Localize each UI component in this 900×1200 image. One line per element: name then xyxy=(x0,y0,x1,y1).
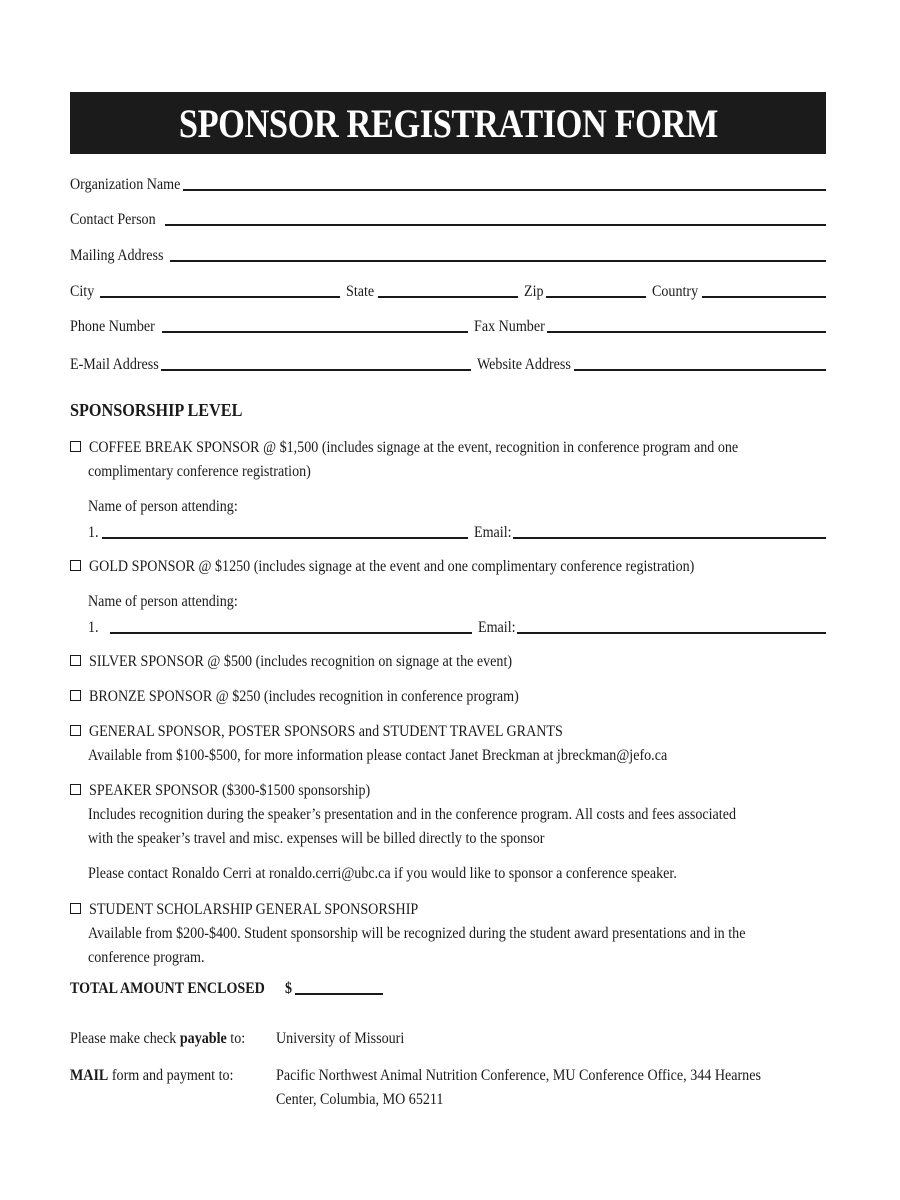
gold-email-label: Email: xyxy=(478,619,516,636)
fax-number-label: Fax Number xyxy=(474,318,546,335)
student-description-line1: Available from $200-$400. Student sponsorship will be recognized during the student award presentations and in the xyxy=(88,925,746,942)
mail-to-value-line2-row xyxy=(276,1088,466,1112)
gold-attending-label: Name of person attending: xyxy=(88,593,238,610)
silver-sponsor-option[interactable] xyxy=(70,650,830,674)
check-payable-label: Please make check payable to: xyxy=(70,1030,246,1047)
phone-fax-row xyxy=(70,312,826,336)
zip-field[interactable] xyxy=(546,296,646,298)
email-address-field[interactable] xyxy=(161,369,471,371)
fax-number-field[interactable] xyxy=(547,331,826,333)
student-scholarship-label: STUDENT SCHOLARSHIP GENERAL SPONSORSHIP xyxy=(89,901,419,918)
mail-to-row xyxy=(70,1064,827,1088)
gold-sponsor-label: GOLD SPONSOR @ $1250 (includes signage at the event and one complimentary conference registration) xyxy=(89,558,695,575)
check-payable-value: University of Missouri xyxy=(276,1030,405,1047)
student-description-line2: conference program. xyxy=(88,949,205,966)
student-scholarship-checkbox[interactable] xyxy=(70,903,81,914)
email-website-row xyxy=(70,350,826,374)
gold-email-field[interactable] xyxy=(517,632,826,634)
phone-number-label: Phone Number xyxy=(70,318,155,335)
country-label: Country xyxy=(651,283,698,300)
contact-person-label: Contact Person xyxy=(70,211,156,228)
contact-person-row xyxy=(70,205,826,229)
coffee-email-label: Email: xyxy=(474,524,512,541)
sponsorship-level-heading: SPONSORSHIP LEVEL xyxy=(70,400,243,420)
city-state-zip-country-row xyxy=(70,277,826,301)
coffee-attendee-name-field[interactable] xyxy=(102,537,468,539)
total-amount-row xyxy=(70,980,383,998)
speaker-contact-note: Please contact Ronaldo Cerri at ronaldo.cerri@ubc.ca if you would like to sponsor a conference speaker. xyxy=(88,865,677,882)
bronze-sponsor-option[interactable] xyxy=(70,685,830,709)
coffee-attendee-number: 1. xyxy=(88,524,99,541)
organization-name-label: Organization Name xyxy=(70,176,181,193)
speaker-description-line1: Includes recognition during the speaker’s presentation and in the conference program. All costs and fees associated xyxy=(88,806,736,823)
student-scholarship-option[interactable] xyxy=(70,898,830,922)
bronze-sponsor-checkbox[interactable] xyxy=(70,690,81,701)
gold-attendee-number: 1. xyxy=(88,619,99,636)
mailing-address-label: Mailing Address xyxy=(70,247,164,264)
zip-label: Zip xyxy=(523,283,544,300)
currency-symbol: $ xyxy=(285,980,293,997)
mail-to-value-line2: Center, Columbia, MO 65211 xyxy=(276,1091,444,1108)
organization-name-row xyxy=(70,170,826,194)
speaker-sponsor-option[interactable] xyxy=(70,779,830,803)
general-sponsor-label: GENERAL SPONSOR, POSTER SPONSORS and STUDENT TRAVEL GRANTS xyxy=(89,723,563,740)
coffee-break-checkbox[interactable] xyxy=(70,441,81,452)
state-label: State xyxy=(345,283,374,300)
coffee-email-field[interactable] xyxy=(513,537,826,539)
mail-to-label: MAIL form and payment to: xyxy=(70,1067,234,1084)
website-address-field[interactable] xyxy=(574,369,826,371)
form-title-banner xyxy=(70,92,826,154)
speaker-sponsor-label: SPEAKER SPONSOR ($300-$1500 sponsorship) xyxy=(89,782,371,799)
general-sponsor-checkbox[interactable] xyxy=(70,725,81,736)
website-address-label: Website Address xyxy=(476,356,571,373)
total-amount-field[interactable] xyxy=(295,993,383,995)
coffee-break-option[interactable] xyxy=(70,436,830,460)
state-field[interactable] xyxy=(378,296,518,298)
speaker-sponsor-checkbox[interactable] xyxy=(70,784,81,795)
organization-name-field[interactable] xyxy=(183,189,826,191)
general-sponsor-option[interactable] xyxy=(70,720,830,744)
gold-sponsor-checkbox[interactable] xyxy=(70,560,81,571)
mail-to-value-line1: Pacific Northwest Animal Nutrition Conference, MU Conference Office, 344 Hearnes xyxy=(276,1067,761,1084)
mailing-address-field[interactable] xyxy=(170,260,826,262)
email-address-label: E-Mail Address xyxy=(70,356,159,373)
coffee-break-description: complimentary conference registration) xyxy=(88,463,311,480)
bronze-sponsor-label: BRONZE SPONSOR @ $250 (includes recognition in conference program) xyxy=(89,688,519,705)
coffee-attending-label: Name of person attending: xyxy=(88,498,238,515)
contact-person-field[interactable] xyxy=(165,224,826,226)
silver-sponsor-label: SILVER SPONSOR @ $500 (includes recognition on signage at the event) xyxy=(89,653,513,670)
coffee-attendee-row xyxy=(88,518,826,542)
check-payable-row xyxy=(70,1027,422,1051)
coffee-break-label: COFFEE BREAK SPONSOR @ $1,500 (includes signage at the event, recognition in conference program and one xyxy=(89,439,739,456)
speaker-description-line2: with the speaker’s travel and misc. expenses will be billed directly to the sponsor xyxy=(88,830,545,847)
gold-attendee-name-field[interactable] xyxy=(110,632,472,634)
general-sponsor-description: Available from $100-$500, for more information please contact Janet Breckman at jbreckman@jefo.ca xyxy=(88,747,668,764)
mailing-address-row xyxy=(70,241,826,265)
silver-sponsor-checkbox[interactable] xyxy=(70,655,81,666)
gold-attendee-row xyxy=(88,613,826,637)
country-field[interactable] xyxy=(702,296,826,298)
phone-number-field[interactable] xyxy=(162,331,468,333)
total-amount-label: TOTAL AMOUNT ENCLOSED xyxy=(70,980,265,997)
gold-sponsor-option[interactable] xyxy=(70,555,830,579)
form-title: SPONSOR REGISTRATION FORM xyxy=(178,100,718,146)
city-field[interactable] xyxy=(100,296,340,298)
city-label: City xyxy=(70,283,95,300)
